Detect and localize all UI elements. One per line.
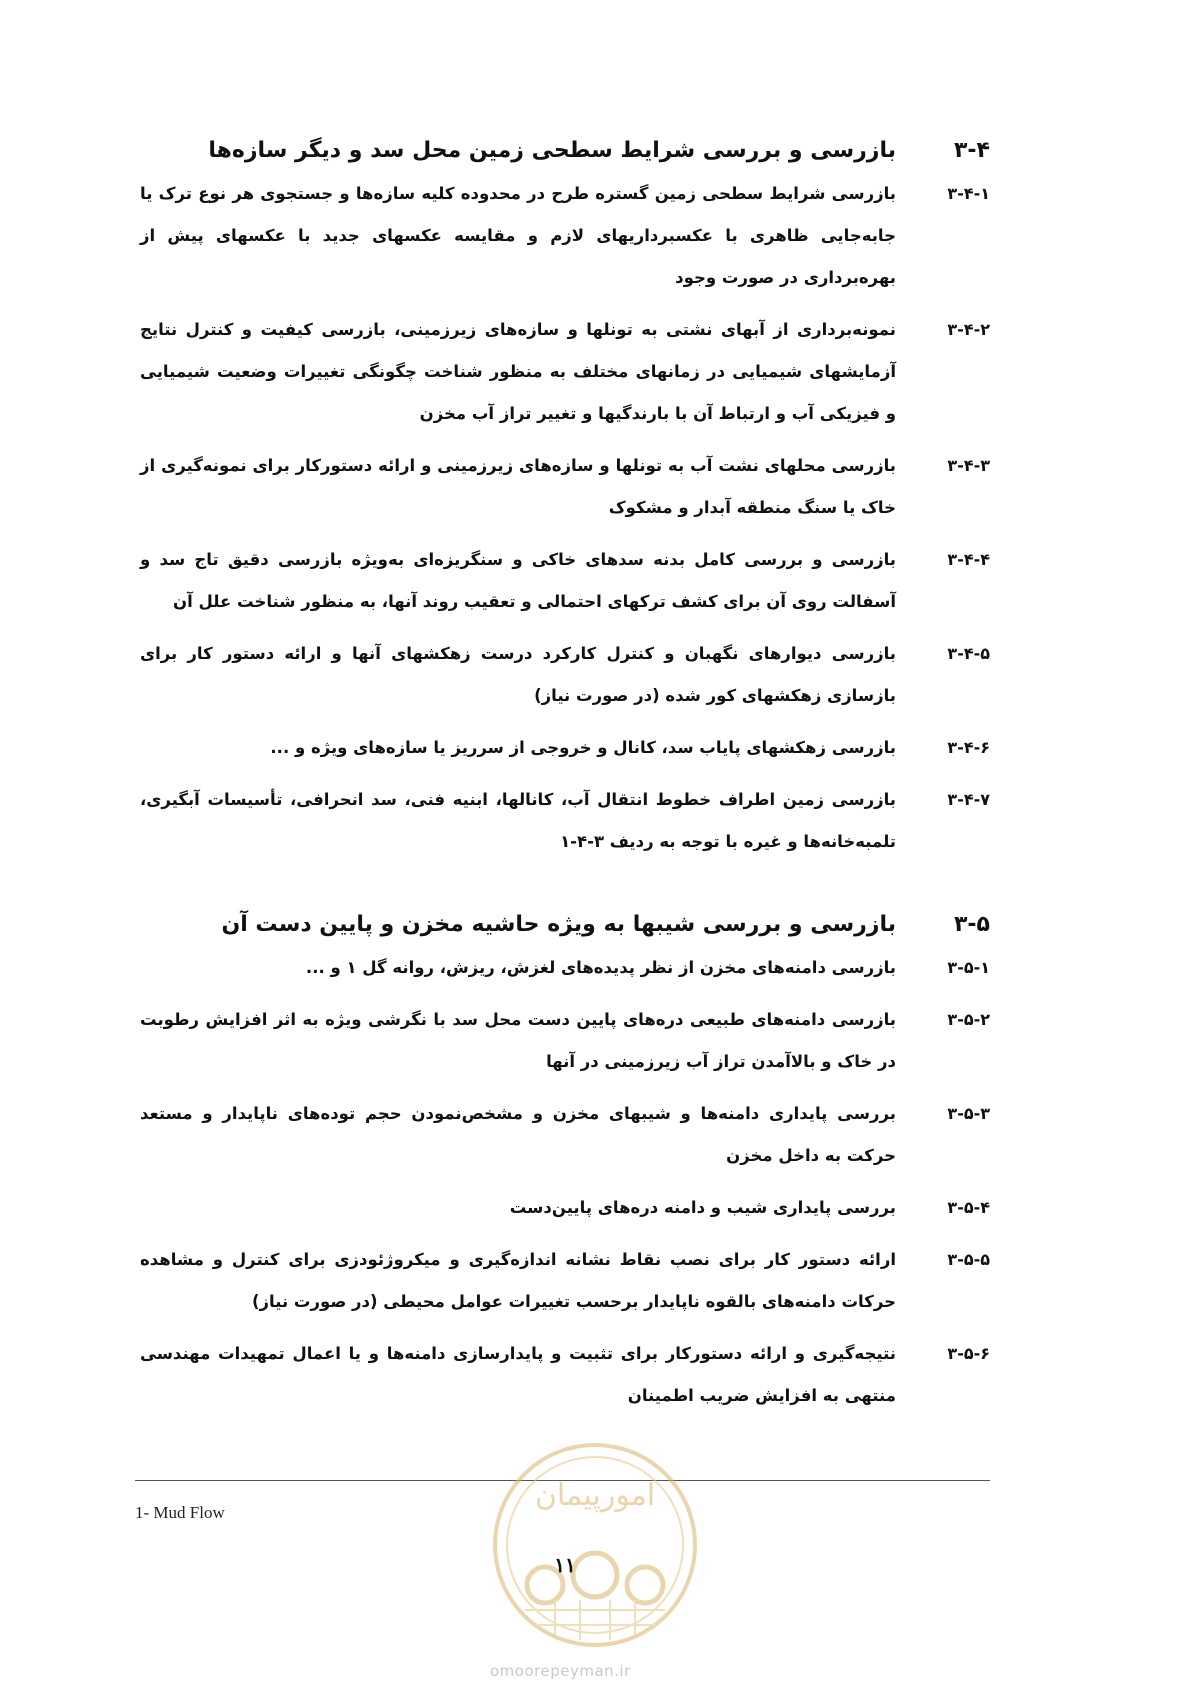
page-number: ۱۱ — [554, 1555, 576, 1577]
item-text: بازرسی دامنه‌های مخزن از نظر پدیده‌های لغزش، ریزش، روانه گل ۱ و ... — [305, 958, 896, 977]
item-text: بازرسی دامنه‌های طبیعی دره‌های پایین دست محل سد با نگرشی ویژه به اثر افزایش رطوبت در خاک و بالاآمدن تراز آب زیرزمینی در آنها — [140, 1010, 896, 1071]
list-item — [140, 779, 990, 863]
item-number: ۳-۵-۳ — [947, 1104, 990, 1123]
item-text: نمونه‌برداری از آبهای نشتی به تونلها و سازه‌های زیرزمینی، بازرسی کیفیت و کنترل نتایج آزمایشهای شیمیایی در زمانهای مختلف به منظور شناخت چگونگی تغییرات وضعیت شیمیایی و فیزیکی آب و ارتباط آن با بارندگیها و تغییر تراز آب مخزن — [140, 320, 896, 423]
list-item — [140, 445, 990, 529]
item-number: ۳-۴-۶ — [947, 738, 990, 757]
list-item — [140, 539, 990, 623]
list-item — [140, 1239, 990, 1323]
item-text: بازرسی شرایط سطحی زمین گستره طرح در محدوده کلیه سازه‌ها و جستجوی هر نوع ترک یا جابه‌جایی ظاهری با عکسبرداریهای لازم و مقایسه عکسهای جدید با عکسهای پیش از بهره‌برداری در صورت وجود — [140, 184, 896, 287]
item-number: ۳-۵-۵ — [947, 1250, 990, 1269]
item-number: ۳-۴-۲ — [947, 320, 990, 339]
item-text: ارائه دستور کار برای نصب نقاط نشانه اندازه‌گیری و میکروژئودزی برای کنترل و مشاهده حرکات دامنه‌های بالقوه ناپایدار برحسب تغییرات عوامل محیطی (در صورت نیاز) — [140, 1250, 896, 1311]
list-item — [140, 633, 990, 717]
item-number: ۳-۴-۱ — [947, 184, 990, 203]
section-title: بازرسی و بررسی شیبها به ویژه حاشیه مخزن و پایین دست آن — [221, 912, 896, 937]
item-text: بازرسی دیوارهای نگهبان و کنترل کارکرد درست زهکشهای آنها و ارائه دستور کار برای بازسازی زهکشهای کور شده (در صورت نیاز) — [140, 644, 896, 705]
list-item — [140, 999, 990, 1083]
section-title: بازرسی و بررسی شرایط سطحی زمین محل سد و دیگر سازه‌ها — [208, 138, 896, 163]
item-number: ۳-۵-۲ — [947, 1010, 990, 1029]
item-text: نتیجه‌گیری و ارائه دستورکار برای تثبیت و پایدارسازی دامنه‌ها و یا اعمال تمهیدات مهندسی منتهی به افزایش ضریب اطمینان — [140, 1344, 896, 1405]
item-number: ۳-۴-۷ — [947, 790, 990, 809]
list-item — [140, 1093, 990, 1177]
item-text: بررسی پایداری دامنه‌ها و شیبهای مخزن و مشخص‌نمودن حجم توده‌های ناپایدار و مستعد حرکت به داخل مخزن — [140, 1104, 896, 1165]
list-item — [140, 727, 990, 769]
list-item — [140, 173, 990, 299]
item-text: بازرسی زهکشهای پایاب سد، کانال و خروجی از سرریز یا سازه‌های ویژه و ... — [270, 738, 896, 757]
item-number: ۳-۵-۶ — [947, 1344, 990, 1363]
section-heading — [140, 912, 990, 937]
item-text: بازرسی و بررسی کامل بدنه سدهای خاکی و سنگریزه‌ای به‌ویژه بازرسی دقیق تاج سد و آسفالت روی آن برای کشف ترکهای احتمالی و تعقیب روند آنها، به منظور شناخت علل آن — [140, 550, 896, 611]
item-number: ۳-۴-۵ — [947, 644, 990, 663]
item-text: بررسی پایداری شیب و دامنه دره‌های پایین‌دست — [509, 1198, 896, 1217]
item-number: ۳-۵-۱ — [947, 958, 990, 977]
item-number: ۳-۵-۴ — [947, 1198, 990, 1217]
section-3-4 — [140, 138, 990, 863]
item-number: ۳-۴-۳ — [947, 456, 990, 475]
item-text: بازرسی زمین اطراف خطوط انتقال آب، کانالها، ابنیه فنی، سد انحرافی، تأسیسات آبگیری، تلمبه‌خانه‌ها و غیره با توجه به ردیف ۳-۴-۱ — [140, 790, 896, 851]
footnote: 1- Mud Flow — [135, 1503, 225, 1522]
list-item — [140, 1187, 990, 1229]
list-item — [140, 1333, 990, 1417]
item-text: بازرسی محلهای نشت آب به تونلها و سازه‌های زیرزمینی و ارائه دستورکار برای نمونه‌گیری از خاک یا سنگ منطقه آبدار و مشکوک — [140, 456, 896, 517]
item-number: ۳-۴-۴ — [947, 550, 990, 569]
section-number: ۳-۴ — [954, 138, 990, 163]
list-item — [140, 947, 990, 989]
section-heading — [140, 138, 990, 163]
watermark-site: omoorepeyman.ir — [490, 1662, 631, 1680]
watermark-logo-icon — [485, 1435, 705, 1655]
section-3-5 — [140, 912, 990, 1417]
watermark-logo-text: امورپیمان — [534, 1478, 656, 1513]
list-item — [140, 309, 990, 435]
section-number: ۳-۵ — [954, 912, 990, 937]
